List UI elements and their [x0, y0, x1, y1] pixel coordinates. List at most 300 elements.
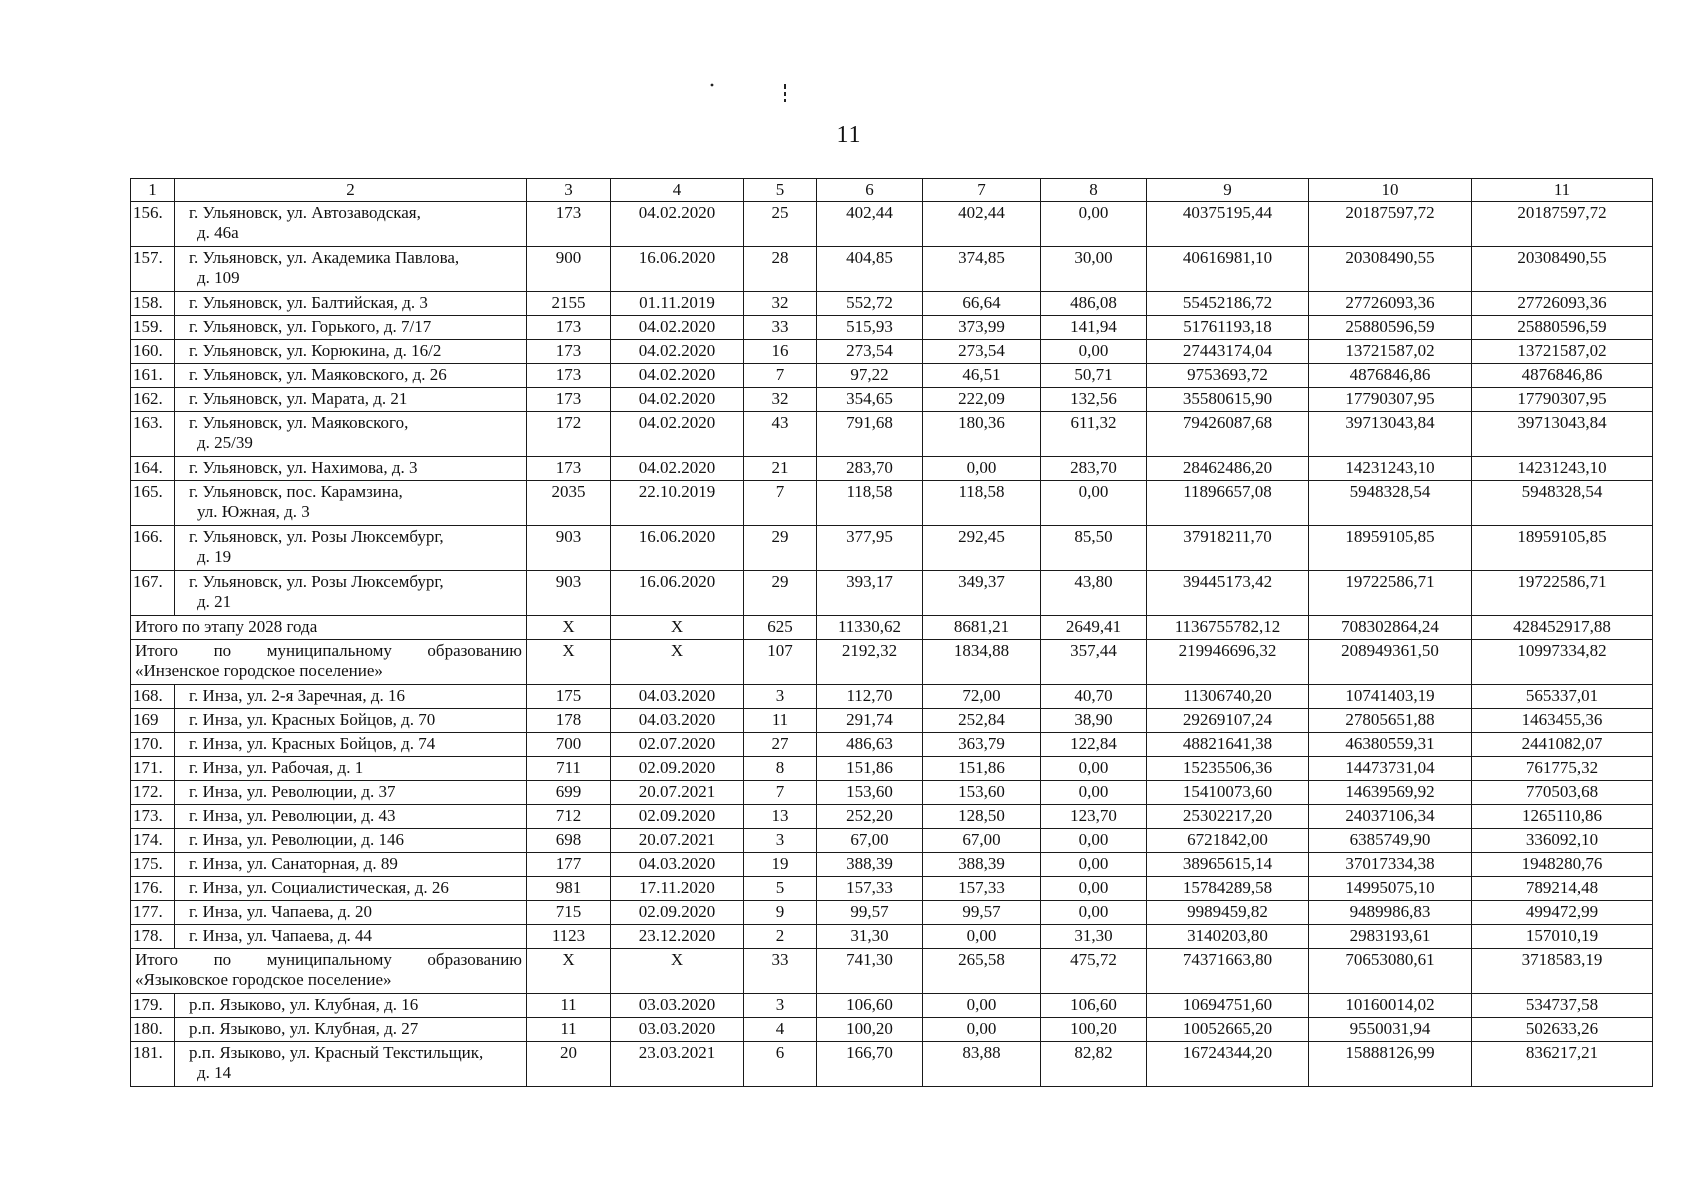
value-cell-col-4: 03.03.2020 — [611, 994, 744, 1018]
value-cell-col-7: 72,00 — [923, 685, 1041, 709]
address-line-continued: д. 109 — [197, 268, 240, 287]
value-cell-col-11: 19722586,71 — [1472, 571, 1653, 616]
value-cell-col-4: 17.11.2020 — [611, 877, 744, 901]
row-number: 168. — [131, 685, 175, 709]
value-cell-col-8: 357,44 — [1041, 640, 1147, 685]
value-cell-col-6: 166,70 — [817, 1042, 923, 1087]
table-row — [131, 853, 1653, 877]
value-cell-col-7: 222,09 — [923, 388, 1041, 412]
value-cell-col-3: 175 — [527, 685, 611, 709]
value-cell-col-3: 900 — [527, 247, 611, 292]
value-cell-col-4: Х — [611, 616, 744, 640]
value-cell-col-7: 292,45 — [923, 526, 1041, 571]
value-cell-col-9: 15410073,60 — [1147, 781, 1309, 805]
value-cell-col-8: 0,00 — [1041, 340, 1147, 364]
municipality-name: «Языковское городское поселение» — [135, 970, 392, 989]
value-cell-col-10: 5948328,54 — [1309, 481, 1472, 526]
address-line: г. Инза, ул. Революции, д. 43 — [189, 806, 396, 825]
value-cell-col-6: 402,44 — [817, 202, 923, 247]
value-cell-col-8: 100,20 — [1041, 1018, 1147, 1042]
column-number-4: 4 — [611, 179, 744, 202]
municipal-total-row — [131, 640, 1653, 685]
value-cell-col-5: 33 — [744, 316, 817, 340]
value-cell-col-6: 273,54 — [817, 340, 923, 364]
value-cell-col-8: 0,00 — [1041, 901, 1147, 925]
value-cell-col-6: 377,95 — [817, 526, 923, 571]
value-cell-col-8: 85,50 — [1041, 526, 1147, 571]
table-row — [131, 781, 1653, 805]
value-cell-col-11: 502633,26 — [1472, 1018, 1653, 1042]
value-cell-col-8: 0,00 — [1041, 202, 1147, 247]
address-line: г. Ульяновск, ул. Академика Павлова, — [189, 248, 460, 267]
value-cell-col-11: 565337,01 — [1472, 685, 1653, 709]
value-cell-col-4: Х — [611, 640, 744, 685]
table-row — [131, 1018, 1653, 1042]
value-cell-col-6: 291,74 — [817, 709, 923, 733]
value-cell-col-9: 15235506,36 — [1147, 757, 1309, 781]
value-cell-col-5: 2 — [744, 925, 817, 949]
municipal-total-label — [131, 640, 527, 685]
address-line: г. Инза, ул. Рабочая, д. 1 — [189, 758, 364, 777]
value-cell-col-3: Х — [527, 616, 611, 640]
value-cell-col-4: 20.07.2021 — [611, 781, 744, 805]
value-cell-col-10: 9489986,83 — [1309, 901, 1472, 925]
value-cell-col-3: Х — [527, 640, 611, 685]
address-line: г. Инза, ул. Чапаева, д. 20 — [189, 902, 372, 921]
value-cell-col-3: 173 — [527, 202, 611, 247]
value-cell-col-9: 11896657,08 — [1147, 481, 1309, 526]
value-cell-col-11: 17790307,95 — [1472, 388, 1653, 412]
value-cell-col-4: 04.02.2020 — [611, 364, 744, 388]
value-cell-col-5: 3 — [744, 994, 817, 1018]
value-cell-col-11: 534737,58 — [1472, 994, 1653, 1018]
value-cell-col-11: 428452917,88 — [1472, 616, 1653, 640]
value-cell-col-10: 18959105,85 — [1309, 526, 1472, 571]
address-cell — [175, 316, 527, 340]
column-number-2: 2 — [175, 179, 527, 202]
value-cell-col-3: 2035 — [527, 481, 611, 526]
row-number: 180. — [131, 1018, 175, 1042]
value-cell-col-11: 13721587,02 — [1472, 340, 1653, 364]
value-cell-col-3: 173 — [527, 457, 611, 481]
value-cell-col-9: 1136755782,12 — [1147, 616, 1309, 640]
column-number-3: 3 — [527, 179, 611, 202]
address-line: р.п. Языково, ул. Красный Текстильщик, — [189, 1043, 484, 1062]
address-cell — [175, 829, 527, 853]
value-cell-col-7: 273,54 — [923, 340, 1041, 364]
value-cell-col-3: 173 — [527, 364, 611, 388]
table-row — [131, 292, 1653, 316]
value-cell-col-7: 0,00 — [923, 925, 1041, 949]
address-line: г. Инза, ул. Революции, д. 146 — [189, 830, 405, 849]
address-cell — [175, 1018, 527, 1042]
value-cell-col-9: 27443174,04 — [1147, 340, 1309, 364]
value-cell-col-11: 14231243,10 — [1472, 457, 1653, 481]
value-cell-col-6: 515,93 — [817, 316, 923, 340]
value-cell-col-10: 15888126,99 — [1309, 1042, 1472, 1087]
value-cell-col-10: 2983193,61 — [1309, 925, 1472, 949]
value-cell-col-10: 17790307,95 — [1309, 388, 1472, 412]
value-cell-col-3: 903 — [527, 571, 611, 616]
value-cell-col-3: 699 — [527, 781, 611, 805]
value-cell-col-4: 04.02.2020 — [611, 388, 744, 412]
value-cell-col-11: 27726093,36 — [1472, 292, 1653, 316]
value-cell-col-8: 40,70 — [1041, 685, 1147, 709]
value-cell-col-9: 39445173,42 — [1147, 571, 1309, 616]
value-cell-col-5: 21 — [744, 457, 817, 481]
value-cell-col-11: 5948328,54 — [1472, 481, 1653, 526]
value-cell-col-11: 4876846,86 — [1472, 364, 1653, 388]
value-cell-col-3: 981 — [527, 877, 611, 901]
value-cell-col-6: 552,72 — [817, 292, 923, 316]
value-cell-col-4: 04.02.2020 — [611, 340, 744, 364]
value-cell-col-10: 208949361,50 — [1309, 640, 1472, 685]
address-line: г. Ульяновск, ул. Корюкина, д. 16/2 — [189, 341, 442, 360]
value-cell-col-4: 04.02.2020 — [611, 316, 744, 340]
value-cell-col-8: 30,00 — [1041, 247, 1147, 292]
value-cell-col-8: 486,08 — [1041, 292, 1147, 316]
address-cell — [175, 733, 527, 757]
housing-repair-table — [130, 178, 1653, 1087]
value-cell-col-6: 252,20 — [817, 805, 923, 829]
value-cell-col-9: 11306740,20 — [1147, 685, 1309, 709]
row-number: 176. — [131, 877, 175, 901]
value-cell-col-10: 20308490,55 — [1309, 247, 1472, 292]
value-cell-col-4: 04.03.2020 — [611, 853, 744, 877]
value-cell-col-5: 43 — [744, 412, 817, 457]
value-cell-col-8: 123,70 — [1041, 805, 1147, 829]
value-cell-col-11: 20187597,72 — [1472, 202, 1653, 247]
value-cell-col-9: 9753693,72 — [1147, 364, 1309, 388]
value-cell-col-7: 374,85 — [923, 247, 1041, 292]
municipal-total-label-line: Итого по муниципальному образованию — [135, 950, 522, 969]
table-row — [131, 709, 1653, 733]
value-cell-col-3: 173 — [527, 340, 611, 364]
municipal-total-row — [131, 949, 1653, 994]
value-cell-col-10: 25880596,59 — [1309, 316, 1472, 340]
table-row — [131, 457, 1653, 481]
value-cell-col-10: 6385749,90 — [1309, 829, 1472, 853]
value-cell-col-5: 8 — [744, 757, 817, 781]
value-cell-col-9: 35580615,90 — [1147, 388, 1309, 412]
table-row — [131, 364, 1653, 388]
value-cell-col-11: 1463455,36 — [1472, 709, 1653, 733]
table-row — [131, 202, 1653, 247]
value-cell-col-5: 4 — [744, 1018, 817, 1042]
value-cell-col-7: 349,37 — [923, 571, 1041, 616]
address-line: г. Ульяновск, ул. Маяковского, д. 26 — [189, 365, 447, 384]
address-line-continued: д. 21 — [197, 592, 232, 611]
value-cell-col-5: 625 — [744, 616, 817, 640]
table-row — [131, 757, 1653, 781]
value-cell-col-6: 118,58 — [817, 481, 923, 526]
address-line: р.п. Языково, ул. Клубная, д. 27 — [189, 1019, 419, 1038]
address-line: г. Ульяновск, ул. Розы Люксембург, — [189, 572, 444, 591]
value-cell-col-3: 1123 — [527, 925, 611, 949]
address-cell — [175, 757, 527, 781]
value-cell-col-10: 19722586,71 — [1309, 571, 1472, 616]
address-line-continued: д. 19 — [197, 547, 232, 566]
value-cell-col-10: 708302864,24 — [1309, 616, 1472, 640]
value-cell-col-7: 67,00 — [923, 829, 1041, 853]
address-cell — [175, 925, 527, 949]
value-cell-col-7: 388,39 — [923, 853, 1041, 877]
address-cell — [175, 877, 527, 901]
address-cell — [175, 994, 527, 1018]
address-cell — [175, 901, 527, 925]
address-cell — [175, 412, 527, 457]
row-number: 170. — [131, 733, 175, 757]
address-line: г. Инза, ул. Красных Бойцов, д. 74 — [189, 734, 436, 753]
table-body — [131, 179, 1653, 1087]
address-cell — [175, 247, 527, 292]
address-cell — [175, 685, 527, 709]
value-cell-col-9: 9989459,82 — [1147, 901, 1309, 925]
row-number: 156. — [131, 202, 175, 247]
value-cell-col-7: 0,00 — [923, 994, 1041, 1018]
address-line: г. Ульяновск, ул. Розы Люксембург, — [189, 527, 444, 546]
row-number: 159. — [131, 316, 175, 340]
value-cell-col-9: 25302217,20 — [1147, 805, 1309, 829]
value-cell-col-5: 3 — [744, 829, 817, 853]
value-cell-col-7: 153,60 — [923, 781, 1041, 805]
value-cell-col-8: 141,94 — [1041, 316, 1147, 340]
value-cell-col-9: 51761193,18 — [1147, 316, 1309, 340]
value-cell-col-10: 20187597,72 — [1309, 202, 1472, 247]
address-line-continued: д. 14 — [197, 1063, 232, 1082]
value-cell-col-6: 97,22 — [817, 364, 923, 388]
value-cell-col-9: 37918211,70 — [1147, 526, 1309, 571]
value-cell-col-10: 14995075,10 — [1309, 877, 1472, 901]
value-cell-col-9: 55452186,72 — [1147, 292, 1309, 316]
value-cell-col-9: 29269107,24 — [1147, 709, 1309, 733]
row-number: 181. — [131, 1042, 175, 1087]
value-cell-col-3: 712 — [527, 805, 611, 829]
value-cell-col-8: 38,90 — [1041, 709, 1147, 733]
value-cell-col-7: 128,50 — [923, 805, 1041, 829]
page-number: 11 — [836, 122, 862, 148]
table-row — [131, 571, 1653, 616]
value-cell-col-8: 0,00 — [1041, 829, 1147, 853]
value-cell-col-3: 2155 — [527, 292, 611, 316]
value-cell-col-7: 118,58 — [923, 481, 1041, 526]
value-cell-col-6: 151,86 — [817, 757, 923, 781]
value-cell-col-6: 99,57 — [817, 901, 923, 925]
value-cell-col-4: 22.10.2019 — [611, 481, 744, 526]
value-cell-col-9: 40375195,44 — [1147, 202, 1309, 247]
municipality-name: «Инзенское городское поселение» — [135, 661, 383, 680]
table-row — [131, 877, 1653, 901]
value-cell-col-6: 791,68 — [817, 412, 923, 457]
value-cell-col-11: 2441082,07 — [1472, 733, 1653, 757]
value-cell-col-5: 7 — [744, 364, 817, 388]
address-cell — [175, 709, 527, 733]
value-cell-col-5: 5 — [744, 877, 817, 901]
value-cell-col-6: 486,63 — [817, 733, 923, 757]
address-cell — [175, 292, 527, 316]
value-cell-col-8: 0,00 — [1041, 877, 1147, 901]
value-cell-col-8: 0,00 — [1041, 757, 1147, 781]
value-cell-col-4: 01.11.2019 — [611, 292, 744, 316]
table-row — [131, 1042, 1653, 1087]
municipal-total-label-line: Итого по муниципальному образованию — [135, 641, 522, 660]
value-cell-col-3: 20 — [527, 1042, 611, 1087]
row-number: 162. — [131, 388, 175, 412]
value-cell-col-9: 79426087,68 — [1147, 412, 1309, 457]
table-row — [131, 526, 1653, 571]
value-cell-col-7: 180,36 — [923, 412, 1041, 457]
table-row — [131, 247, 1653, 292]
value-cell-col-10: 9550031,94 — [1309, 1018, 1472, 1042]
value-cell-col-9: 10052665,20 — [1147, 1018, 1309, 1042]
address-line-continued: д. 25/39 — [197, 433, 253, 452]
value-cell-col-10: 10741403,19 — [1309, 685, 1472, 709]
value-cell-col-5: 33 — [744, 949, 817, 994]
value-cell-col-10: 14231243,10 — [1309, 457, 1472, 481]
value-cell-col-10: 27726093,36 — [1309, 292, 1472, 316]
row-number: 165. — [131, 481, 175, 526]
row-number: 179. — [131, 994, 175, 1018]
row-number: 167. — [131, 571, 175, 616]
row-number: 171. — [131, 757, 175, 781]
value-cell-col-7: 252,84 — [923, 709, 1041, 733]
table-row — [131, 388, 1653, 412]
value-cell-col-5: 27 — [744, 733, 817, 757]
value-cell-col-10: 70653080,61 — [1309, 949, 1472, 994]
value-cell-col-5: 29 — [744, 526, 817, 571]
value-cell-col-5: 28 — [744, 247, 817, 292]
value-cell-col-8: 611,32 — [1041, 412, 1147, 457]
value-cell-col-7: 151,86 — [923, 757, 1041, 781]
row-number: 161. — [131, 364, 175, 388]
value-cell-col-6: 283,70 — [817, 457, 923, 481]
row-number: 157. — [131, 247, 175, 292]
value-cell-col-7: 66,64 — [923, 292, 1041, 316]
value-cell-col-3: 177 — [527, 853, 611, 877]
value-cell-col-6: 354,65 — [817, 388, 923, 412]
value-cell-col-4: 16.06.2020 — [611, 571, 744, 616]
stage-total-label: Итого по этапу 2028 года — [131, 616, 527, 640]
address-line: г. Инза, ул. Красных Бойцов, д. 70 — [189, 710, 436, 729]
value-cell-col-5: 13 — [744, 805, 817, 829]
address-line: г. Инза, ул. Санаторная, д. 89 — [189, 854, 398, 873]
value-cell-col-4: 16.06.2020 — [611, 526, 744, 571]
value-cell-col-11: 761775,32 — [1472, 757, 1653, 781]
value-cell-col-11: 499472,99 — [1472, 901, 1653, 925]
value-cell-col-10: 24037106,34 — [1309, 805, 1472, 829]
column-number-9: 9 — [1147, 179, 1309, 202]
column-number-10: 10 — [1309, 179, 1472, 202]
table-row — [131, 412, 1653, 457]
column-number-11: 11 — [1472, 179, 1653, 202]
value-cell-col-7: 363,79 — [923, 733, 1041, 757]
value-cell-col-8: 31,30 — [1041, 925, 1147, 949]
value-cell-col-3: 903 — [527, 526, 611, 571]
scan-artifact-marks — [700, 80, 800, 120]
address-line-continued: д. 46а — [197, 223, 239, 242]
value-cell-col-5: 7 — [744, 481, 817, 526]
row-number: 172. — [131, 781, 175, 805]
value-cell-col-3: 178 — [527, 709, 611, 733]
address-line: г. Инза, ул. 2-я Заречная, д. 16 — [189, 686, 406, 705]
value-cell-col-3: 715 — [527, 901, 611, 925]
value-cell-col-9: 28462486,20 — [1147, 457, 1309, 481]
value-cell-col-6: 388,39 — [817, 853, 923, 877]
value-cell-col-8: 0,00 — [1041, 853, 1147, 877]
value-cell-col-7: 373,99 — [923, 316, 1041, 340]
value-cell-col-6: 393,17 — [817, 571, 923, 616]
address-line: г. Ульяновск, пос. Карамзина, — [189, 482, 403, 501]
address-cell — [175, 805, 527, 829]
value-cell-col-5: 19 — [744, 853, 817, 877]
value-cell-col-11: 336092,10 — [1472, 829, 1653, 853]
address-cell — [175, 481, 527, 526]
row-number: 163. — [131, 412, 175, 457]
value-cell-col-11: 789214,48 — [1472, 877, 1653, 901]
table-row — [131, 340, 1653, 364]
value-cell-col-7: 0,00 — [923, 457, 1041, 481]
value-cell-col-4: 23.03.2021 — [611, 1042, 744, 1087]
value-cell-col-10: 37017334,38 — [1309, 853, 1472, 877]
value-cell-col-7: 46,51 — [923, 364, 1041, 388]
table-row — [131, 829, 1653, 853]
column-number-row — [131, 179, 1653, 202]
value-cell-col-4: 02.09.2020 — [611, 901, 744, 925]
value-cell-col-4: 23.12.2020 — [611, 925, 744, 949]
address-line-continued: ул. Южная, д. 3 — [197, 502, 310, 521]
value-cell-col-6: 11330,62 — [817, 616, 923, 640]
row-number: 177. — [131, 901, 175, 925]
value-cell-col-10: 14473731,04 — [1309, 757, 1472, 781]
value-cell-col-10: 10160014,02 — [1309, 994, 1472, 1018]
value-cell-col-5: 9 — [744, 901, 817, 925]
value-cell-col-11: 10997334,82 — [1472, 640, 1653, 685]
address-cell — [175, 526, 527, 571]
address-cell — [175, 1042, 527, 1087]
value-cell-col-5: 32 — [744, 388, 817, 412]
value-cell-col-3: 711 — [527, 757, 611, 781]
value-cell-col-6: 157,33 — [817, 877, 923, 901]
value-cell-col-7: 83,88 — [923, 1042, 1041, 1087]
value-cell-col-4: 04.02.2020 — [611, 412, 744, 457]
value-cell-col-11: 3718583,19 — [1472, 949, 1653, 994]
table-row — [131, 901, 1653, 925]
value-cell-col-8: 106,60 — [1041, 994, 1147, 1018]
value-cell-col-8: 0,00 — [1041, 481, 1147, 526]
table-row — [131, 805, 1653, 829]
value-cell-col-7: 265,58 — [923, 949, 1041, 994]
value-cell-col-6: 112,70 — [817, 685, 923, 709]
value-cell-col-11: 157010,19 — [1472, 925, 1653, 949]
address-cell — [175, 781, 527, 805]
value-cell-col-10: 27805651,88 — [1309, 709, 1472, 733]
value-cell-col-8: 122,84 — [1041, 733, 1147, 757]
address-cell — [175, 340, 527, 364]
value-cell-col-6: 404,85 — [817, 247, 923, 292]
value-cell-col-8: 50,71 — [1041, 364, 1147, 388]
municipal-total-label — [131, 949, 527, 994]
row-number: 169 — [131, 709, 175, 733]
value-cell-col-8: 2649,41 — [1041, 616, 1147, 640]
value-cell-col-11: 20308490,55 — [1472, 247, 1653, 292]
value-cell-col-5: 3 — [744, 685, 817, 709]
value-cell-col-4: 20.07.2021 — [611, 829, 744, 853]
value-cell-col-11: 1265110,86 — [1472, 805, 1653, 829]
value-cell-col-10: 4876846,86 — [1309, 364, 1472, 388]
value-cell-col-9: 15784289,58 — [1147, 877, 1309, 901]
value-cell-col-9: 48821641,38 — [1147, 733, 1309, 757]
value-cell-col-10: 13721587,02 — [1309, 340, 1472, 364]
